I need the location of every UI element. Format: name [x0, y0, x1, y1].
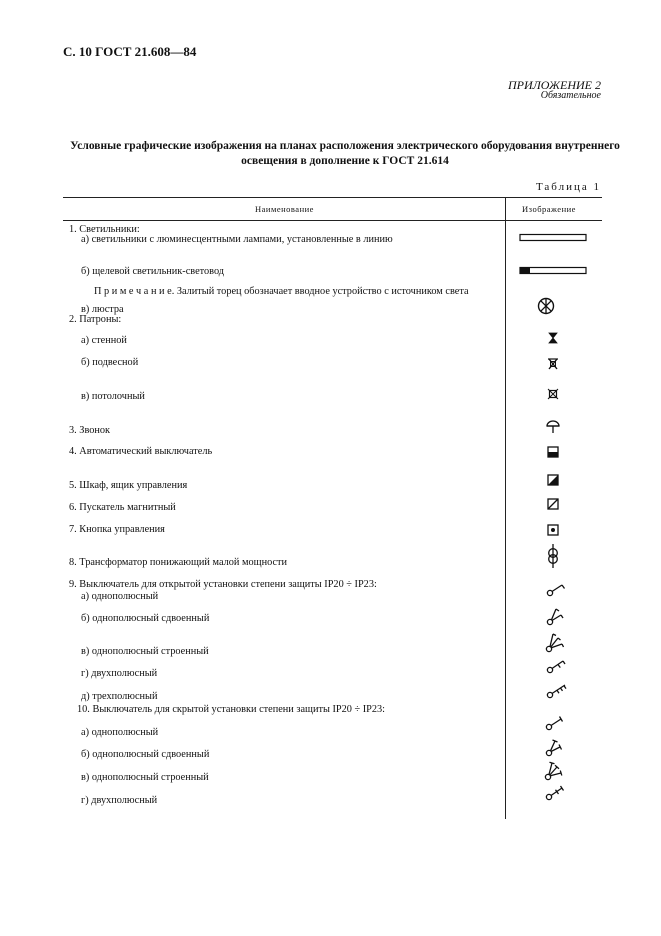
hidden-switch-double-symbol: [545, 737, 565, 757]
table-row-text: г) двухполюсный: [81, 668, 158, 679]
table-row-text: б) подвесной: [81, 357, 139, 368]
table-row-text: а) однополюсный: [81, 591, 159, 602]
table-row-text: 6. Пускатель магнитный: [69, 502, 176, 513]
hidden-switch-triple-symbol: [544, 759, 566, 781]
slot-lightguide-symbol: [519, 266, 587, 276]
table-row-text: 10. Выключатель для скрытой установки степени защиты IP20 ÷ IP23:: [77, 704, 386, 715]
table-row-text: а) стенной: [81, 335, 127, 346]
step-down-transformer-symbol: [546, 544, 560, 568]
table-row-text: д) трехполюсный: [81, 691, 158, 702]
table-label: Таблица 1: [535, 181, 601, 193]
table-row-text: 5. Шкаф, ящик управления: [69, 480, 188, 491]
table-row-text: 4. Автоматический выключатель: [69, 446, 213, 457]
table-row-text: г) двухполюсный: [81, 795, 158, 806]
table-row-text: в) люстра: [81, 304, 124, 315]
document-title: Условные графические изображения на планах расположения электрического оборудования внутреннего освещения в дополнение к ГОСТ 21.614: [70, 140, 620, 167]
open-switch-3pole-symbol: [546, 683, 568, 699]
pendant-socket-symbol: [547, 358, 559, 370]
table-column-divider: [505, 197, 506, 819]
open-switch-1pole-symbol: [546, 581, 566, 597]
control-cabinet-symbol: [547, 474, 559, 486]
table-row-text: б) однополюсный сдвоенный: [81, 613, 210, 624]
hidden-switch-1pole-symbol: [545, 715, 565, 731]
bell-symbol: [546, 420, 560, 434]
table-top-rule: [63, 197, 602, 198]
table-note-text: П р и м е ч а н и е. Залитый торец обозначает вводное устройство с источником света: [94, 286, 469, 297]
column-header-image: Изображение: [522, 204, 576, 214]
table-row-text: б) щелевой светильник-световод: [81, 266, 225, 277]
table-row-text: а) светильники с люминесцентными лампами, установленные в линию: [81, 234, 393, 245]
table-row-text: 2. Патроны:: [69, 314, 122, 325]
column-header-name: Наименование: [255, 204, 314, 214]
ceiling-socket-symbol: [547, 388, 559, 400]
table-row-text: б) однополюсный сдвоенный: [81, 749, 210, 760]
open-switch-triple-symbol: [545, 631, 567, 653]
table-row-text: в) однополюсный строенный: [81, 646, 209, 657]
table-row-text: 7. Кнопка управления: [69, 524, 165, 535]
table-row-text: 9. Выключатель для открытой установки степени защиты IP20 ÷ IP23:: [69, 579, 377, 590]
fluorescent-line-symbol: [519, 233, 587, 243]
circuit-breaker-symbol: [547, 446, 559, 458]
table-row-text: в) однополюсный строенный: [81, 772, 209, 783]
open-switch-2pole-symbol: [546, 658, 566, 674]
open-switch-double-symbol: [546, 606, 566, 626]
table-row-text: а) однополюсный: [81, 727, 159, 738]
page-header: С. 10 ГОСТ 21.608—84: [63, 44, 197, 59]
table-row-text: в) потолочный: [81, 391, 145, 402]
appendix-label: ПРИЛОЖЕНИЕ 2: [508, 78, 601, 92]
table-row-text: 8. Трансформатор понижающий малой мощности: [69, 557, 288, 568]
appendix-note: Обязательное: [540, 90, 601, 101]
wall-socket-symbol: [547, 332, 559, 344]
magnetic-starter-symbol: [547, 498, 559, 510]
chandelier-symbol: [537, 297, 555, 315]
table-row-text: 1. Светильники:: [69, 224, 140, 235]
table-header-rule: [63, 220, 602, 221]
table-row-text: 3. Звонок: [69, 425, 111, 436]
hidden-switch-2pole-symbol: [545, 785, 565, 801]
control-button-symbol: [547, 524, 559, 536]
